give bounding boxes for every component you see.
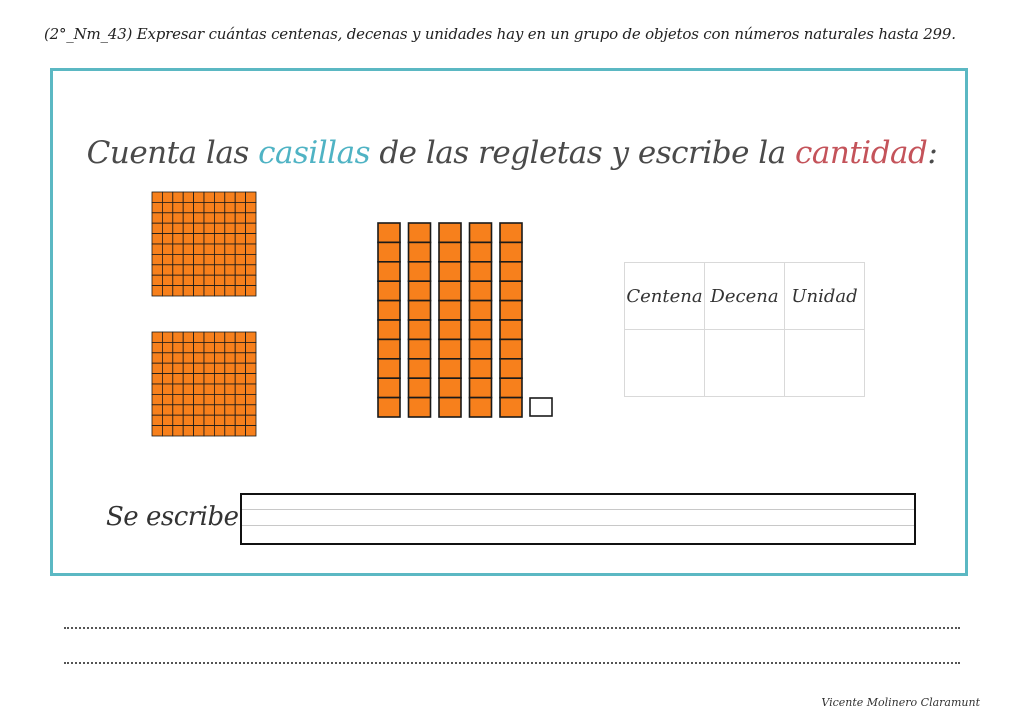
- ten-rod-cell: [470, 359, 492, 378]
- hundred-block-cell: [194, 234, 204, 244]
- hundred-block-cell: [246, 286, 256, 296]
- hundred-block-cell: [235, 265, 245, 275]
- ten-rod-cell: [409, 281, 431, 300]
- hundred-block-cell: [194, 202, 204, 212]
- hundred-block-cell: [183, 332, 193, 342]
- hundred-block-cell: [152, 254, 162, 264]
- ten-rod-cell: [470, 262, 492, 281]
- hundred-block-cell: [152, 275, 162, 285]
- hundred-block-cell: [246, 275, 256, 285]
- hundred-block-cell: [152, 234, 162, 244]
- hundred-block-cell: [235, 223, 245, 233]
- header-unidad: Unidad: [785, 263, 865, 330]
- dotted-answer-line[interactable]: [64, 627, 960, 629]
- hundred-block-cell: [152, 332, 162, 342]
- hundred-block-cell: [246, 192, 256, 202]
- hundred-block-cell: [246, 234, 256, 244]
- hundred-block-cell: [246, 332, 256, 342]
- hundred-block-cell: [225, 332, 235, 342]
- hundred-block-cell: [246, 384, 256, 394]
- hundred-block-cell: [152, 405, 162, 415]
- hundred-block-cell: [235, 384, 245, 394]
- hundred-block-cell: [173, 223, 183, 233]
- hundred-block-cell: [235, 286, 245, 296]
- hundred-block-cell: [194, 254, 204, 264]
- hundred-block-cell: [194, 384, 204, 394]
- hundred-block-cell: [162, 286, 172, 296]
- hundred-block-cell: [204, 394, 214, 404]
- hundred-block-cell: [225, 213, 235, 223]
- hundred-block-cell: [204, 244, 214, 254]
- hundred-block-cell: [225, 275, 235, 285]
- hundred-block-cell: [173, 286, 183, 296]
- hundred-block-cell: [225, 342, 235, 352]
- hundred-block-cell: [214, 405, 224, 415]
- hundred-block-cell: [162, 332, 172, 342]
- se-escribe-label: Se escribe: [106, 502, 239, 532]
- hundred-block-cell: [225, 192, 235, 202]
- ten-rod-cell: [409, 223, 431, 242]
- hundred-block-cell: [183, 363, 193, 373]
- hundred-block-cell: [225, 286, 235, 296]
- hundred-block-cell: [173, 405, 183, 415]
- hundred-block-cell: [214, 254, 224, 264]
- hundred-block-cell: [194, 223, 204, 233]
- hundred-block-cell: [173, 426, 183, 436]
- hundred-block-cell: [162, 223, 172, 233]
- hundred-block-cell: [173, 275, 183, 285]
- hundred-block-cell: [173, 202, 183, 212]
- hundred-block-cell: [235, 426, 245, 436]
- hundred-block-cell: [183, 353, 193, 363]
- hundred-block-cell: [183, 342, 193, 352]
- hundred-block-cell: [183, 234, 193, 244]
- hundred-block-cell: [246, 265, 256, 275]
- ten-rod-cell: [470, 398, 492, 417]
- ten-rod-cell: [439, 281, 461, 300]
- ten-rod-cell: [439, 223, 461, 242]
- hundred-block-cell: [214, 394, 224, 404]
- hundred-block-cell: [204, 234, 214, 244]
- hundred-block-cell: [235, 332, 245, 342]
- hundred-block-cell: [246, 213, 256, 223]
- hundred-block-cell: [225, 202, 235, 212]
- ten-rod-cell: [470, 281, 492, 300]
- hundred-block-cell: [214, 286, 224, 296]
- hundred-block-cell: [214, 426, 224, 436]
- hundred-block-cell: [183, 384, 193, 394]
- hundred-block-cell: [173, 353, 183, 363]
- ten-rod-cell: [378, 242, 400, 261]
- hundred-block-cell: [246, 353, 256, 363]
- hundred-block-cell: [214, 202, 224, 212]
- ten-rod-cell: [500, 320, 522, 339]
- hundred-block-cell: [162, 192, 172, 202]
- hundred-block-cell: [194, 332, 204, 342]
- hundred-block-cell: [173, 415, 183, 425]
- hundred-block-cell: [204, 254, 214, 264]
- hundred-block-cell: [152, 394, 162, 404]
- hundred-block-cell: [152, 213, 162, 223]
- hundred-block-cell: [235, 254, 245, 264]
- hundred-block-cell: [194, 374, 204, 384]
- author-credit: Vicente Molinero Claramunt: [821, 696, 980, 709]
- ten-rod-cell: [470, 301, 492, 320]
- hundred-block-cell: [152, 374, 162, 384]
- guide-line: [242, 525, 914, 526]
- hundred-block-cell: [152, 202, 162, 212]
- exercise-description: (2°_Nm_43) Expresar cuántas centenas, decenas y unidades hay en un grupo de objetos con números naturales hasta 299.: [44, 25, 956, 43]
- hundred-block-cell: [152, 384, 162, 394]
- title-part-2: de las regletas y escribe la: [369, 135, 796, 171]
- hundred-block-cell: [183, 202, 193, 212]
- hundred-block-cell: [194, 213, 204, 223]
- hundred-block-cell: [162, 265, 172, 275]
- hundred-block-cell: [162, 374, 172, 384]
- ten-rod-cell: [409, 320, 431, 339]
- ten-rod-cell: [500, 398, 522, 417]
- hundred-block-cell: [225, 415, 235, 425]
- hundred-block-cell: [225, 254, 235, 264]
- hundred-block-cell: [162, 363, 172, 373]
- title-highlight-casillas: casillas: [258, 135, 370, 171]
- ten-rod-cell: [470, 378, 492, 397]
- ten-rod-cell: [500, 242, 522, 261]
- hundred-block-cell: [235, 342, 245, 352]
- hundred-block-cell: [235, 275, 245, 285]
- hundred-block-cell: [173, 363, 183, 373]
- hundred-block-cell: [162, 213, 172, 223]
- hundred-block-cell: [162, 405, 172, 415]
- hundred-block-cell: [204, 192, 214, 202]
- ten-rod-cell: [439, 262, 461, 281]
- hundred-block-cell: [152, 353, 162, 363]
- hundred-block-cell: [214, 275, 224, 285]
- hundred-block-cell: [152, 426, 162, 436]
- hundred-block-cell: [214, 213, 224, 223]
- hundred-block-cell: [225, 426, 235, 436]
- hundred-block-cell: [204, 374, 214, 384]
- hundred-block-cell: [194, 353, 204, 363]
- hundred-block-cell: [214, 374, 224, 384]
- ten-rod-cell: [409, 301, 431, 320]
- hundred-block-cell: [235, 415, 245, 425]
- hundred-block-cell: [194, 426, 204, 436]
- hundred-block-cell: [173, 213, 183, 223]
- hundred-block-cell: [214, 384, 224, 394]
- hundred-block-cell: [225, 234, 235, 244]
- hundred-block-cell: [204, 332, 214, 342]
- hundred-block-cell: [152, 363, 162, 373]
- hundred-block-cell: [152, 192, 162, 202]
- hundred-block-cell: [204, 405, 214, 415]
- hundred-block-cell: [173, 254, 183, 264]
- hundred-block-cell: [183, 254, 193, 264]
- hundred-block-cell: [152, 265, 162, 275]
- hundred-block-cell: [173, 192, 183, 202]
- hundred-block-cell: [162, 353, 172, 363]
- ten-rod-cell: [439, 398, 461, 417]
- hundred-block-cell: [194, 394, 204, 404]
- answer-centena-cell[interactable]: [625, 330, 705, 397]
- hundred-block-cell: [204, 415, 214, 425]
- ten-rod-cell: [500, 223, 522, 242]
- hundred-block-cell: [194, 265, 204, 275]
- hundred-block-cell: [162, 234, 172, 244]
- guide-line: [242, 509, 914, 510]
- hundred-block-cell: [194, 405, 204, 415]
- ten-rod-cell: [378, 320, 400, 339]
- hundred-block-cell: [194, 192, 204, 202]
- hundred-block-cell: [183, 244, 193, 254]
- ten-rod-cell: [378, 398, 400, 417]
- hundred-block-cell: [246, 254, 256, 264]
- ten-rod-cell: [378, 339, 400, 358]
- hundred-block-cell: [235, 202, 245, 212]
- hundred-block-cell: [183, 192, 193, 202]
- ten-rod-cell: [378, 378, 400, 397]
- hundred-block-cell: [162, 426, 172, 436]
- hundred-block-cell: [235, 363, 245, 373]
- hundred-block-cell: [152, 286, 162, 296]
- hundred-block-cell: [246, 244, 256, 254]
- header-centena: Centena: [625, 263, 705, 330]
- hundred-block-cell: [246, 223, 256, 233]
- hundred-block-cell: [173, 394, 183, 404]
- hundred-block-cell: [162, 342, 172, 352]
- hundred-block-cell: [225, 223, 235, 233]
- hundred-block-cell: [162, 244, 172, 254]
- hundred-block-cell: [214, 234, 224, 244]
- hundred-block-cell: [246, 426, 256, 436]
- hundred-block-cell: [225, 363, 235, 373]
- hundred-block-cell: [214, 223, 224, 233]
- hundred-block-cell: [225, 405, 235, 415]
- hundred-block-cell: [162, 275, 172, 285]
- title-part-3: :: [927, 135, 938, 171]
- ten-rod-cell: [378, 262, 400, 281]
- hundred-block-cell: [173, 332, 183, 342]
- hundred-block-cell: [235, 405, 245, 415]
- hundred-block-cell: [246, 342, 256, 352]
- hundred-block-cell: [152, 342, 162, 352]
- unit-cube: [530, 398, 552, 416]
- ten-rod-cell: [470, 339, 492, 358]
- hundred-block-cell: [235, 192, 245, 202]
- title-highlight-cantidad: cantidad: [795, 135, 928, 171]
- hundred-block-cell: [204, 363, 214, 373]
- ten-rod-cell: [470, 223, 492, 242]
- hundred-block-cell: [246, 415, 256, 425]
- hundred-block-cell: [225, 353, 235, 363]
- hundred-block-cell: [194, 342, 204, 352]
- hundred-block-cell: [214, 244, 224, 254]
- hundred-block-cell: [225, 394, 235, 404]
- hundred-block-cell: [173, 265, 183, 275]
- hundred-block-cell: [183, 415, 193, 425]
- hundred-block-cell: [173, 342, 183, 352]
- hundred-block-cell: [225, 244, 235, 254]
- hundred-block-cell: [183, 374, 193, 384]
- hundred-block-cell: [246, 202, 256, 212]
- hundred-block-cell: [204, 213, 214, 223]
- hundred-block-cell: [162, 384, 172, 394]
- hundred-block-cell: [173, 244, 183, 254]
- ten-rod-cell: [439, 359, 461, 378]
- hundred-block-cell: [162, 415, 172, 425]
- hundred-block-cell: [214, 353, 224, 363]
- hundred-block-cell: [183, 286, 193, 296]
- hundred-block-cell: [183, 405, 193, 415]
- ten-rod-cell: [409, 378, 431, 397]
- ten-rod-cell: [378, 281, 400, 300]
- hundred-block-cell: [173, 384, 183, 394]
- hundred-block-cell: [246, 363, 256, 373]
- ten-rod-cell: [378, 223, 400, 242]
- ten-rod-cell: [470, 320, 492, 339]
- hundred-block-cell: [214, 192, 224, 202]
- ten-rod-cell: [378, 301, 400, 320]
- ten-rod-cell: [500, 359, 522, 378]
- ten-rod-cell: [470, 242, 492, 261]
- ten-rod-cell: [500, 262, 522, 281]
- hundred-block-cell: [183, 223, 193, 233]
- hundred-block-cell: [183, 265, 193, 275]
- answer-decena-cell[interactable]: [705, 330, 785, 397]
- hundred-block-cell: [183, 426, 193, 436]
- hundred-block-cell: [194, 244, 204, 254]
- hundred-block-cell: [162, 394, 172, 404]
- hundred-block-cell: [204, 275, 214, 285]
- hundred-block-cell: [204, 223, 214, 233]
- hundred-block-cell: [194, 286, 204, 296]
- answer-writing-box[interactable]: [240, 493, 916, 545]
- ten-rod-cell: [409, 398, 431, 417]
- hundred-block-cell: [235, 374, 245, 384]
- hundred-block-cell: [214, 342, 224, 352]
- hundred-block-cell: [194, 415, 204, 425]
- hundred-block-cell: [204, 202, 214, 212]
- hundred-block-cell: [235, 213, 245, 223]
- hundred-block-cell: [246, 374, 256, 384]
- hundred-block-cell: [183, 213, 193, 223]
- hundred-block-cell: [204, 286, 214, 296]
- hundred-block-cell: [214, 415, 224, 425]
- hundred-block-cell: [214, 332, 224, 342]
- hundred-block-cell: [173, 234, 183, 244]
- hundred-block-cell: [183, 394, 193, 404]
- ten-rod-cell: [409, 339, 431, 358]
- ten-rod-cell: [409, 262, 431, 281]
- hundred-block-cell: [235, 234, 245, 244]
- ten-rod-cell: [439, 301, 461, 320]
- ten-rod-cell: [409, 359, 431, 378]
- hundred-block-cell: [152, 223, 162, 233]
- ten-rod-cell: [500, 301, 522, 320]
- ten-rod-cell: [500, 281, 522, 300]
- ten-rod-cell: [500, 339, 522, 358]
- title-part-1: Cuenta las: [86, 135, 259, 171]
- ten-rod-cell: [409, 242, 431, 261]
- hundred-block-cell: [225, 265, 235, 275]
- hundred-block-cell: [225, 374, 235, 384]
- hundred-block-cell: [204, 265, 214, 275]
- hundred-block-cell: [173, 374, 183, 384]
- hundred-block-cell: [194, 275, 204, 285]
- hundred-block-cell: [235, 394, 245, 404]
- hundred-block-cell: [246, 394, 256, 404]
- ten-rod-cell: [439, 242, 461, 261]
- answer-unidad-cell[interactable]: [785, 330, 865, 397]
- hundred-block-cell: [214, 265, 224, 275]
- ten-rod-cell: [439, 339, 461, 358]
- dotted-answer-line[interactable]: [64, 662, 960, 664]
- hundred-block-cell: [162, 202, 172, 212]
- hundred-block-cell: [204, 426, 214, 436]
- hundred-block-cell: [235, 244, 245, 254]
- hundred-block-cell: [235, 353, 245, 363]
- hundred-block-cell: [214, 363, 224, 373]
- place-value-table: [624, 262, 865, 397]
- hundred-block-cell: [204, 353, 214, 363]
- ten-rod-cell: [378, 359, 400, 378]
- hundred-block-cell: [152, 415, 162, 425]
- ten-rod-cell: [439, 378, 461, 397]
- ten-rod-cell: [439, 320, 461, 339]
- hundred-block-cell: [204, 384, 214, 394]
- hundred-block-cell: [183, 275, 193, 285]
- hundred-block-cell: [246, 405, 256, 415]
- hundred-block-cell: [152, 244, 162, 254]
- hundred-block-cell: [194, 363, 204, 373]
- header-decena: Decena: [705, 263, 785, 330]
- hundred-block-cell: [204, 342, 214, 352]
- hundred-block-cell: [162, 254, 172, 264]
- ten-rod-cell: [500, 378, 522, 397]
- hundred-block-cell: [225, 384, 235, 394]
